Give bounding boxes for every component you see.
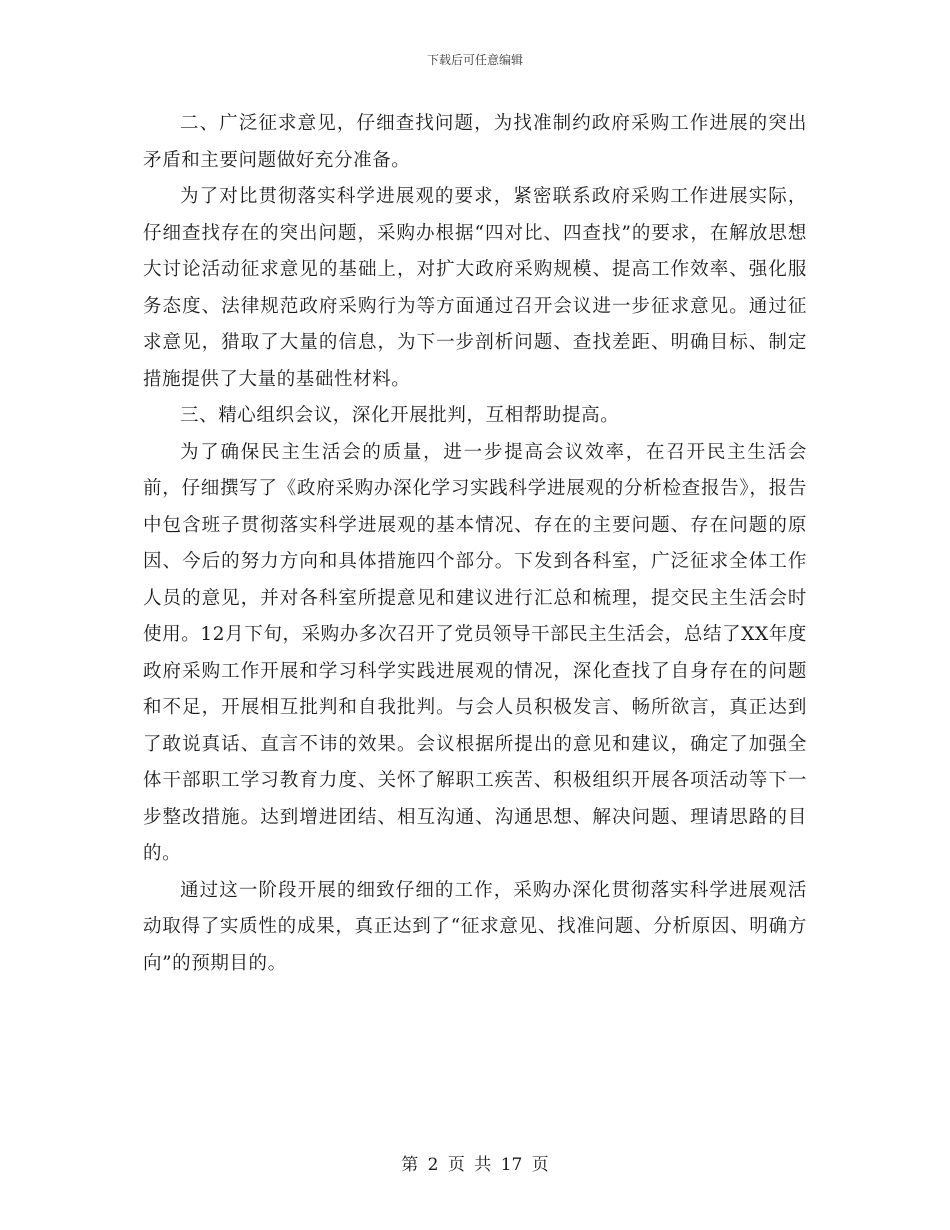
page-header-note: 下载后可任意编辑 xyxy=(426,53,523,67)
paragraph-conclusion: 通过这一阶段开展的细致仔细的工作，采购办深化贯彻落实科学进展观活动取得了实质性的成果，真正达到了“征求意见、找准问题、分析原因、明确方向”的预期目的。 xyxy=(143,879,807,974)
paragraph-democratic-meeting: 为了确保民主生活会的质量，进一步提高会议效率，在召开民主生活会前，仔细撰写了《政府采购办深化学习实践科学进展观的分析检查报告》，报告中包含班子贯彻落实科学进展观的基本情况、存在的主要问题、存在问题的原因、今后的努力方向和具体措施四个部分。下发到各科室，广泛征求全体工作人员的意见，并对各科室所提意见和建议进行汇总和梳理，提交民主生活会时使用。12月下旬，采购办多次召开了党员领导干部民主生活会，总结了XX年度政府采购工作开展和学习科学实践进展观的情况，深化查找了自身存在的问题和不足，开展相互批判和自我批判。与会人员积极发言、畅所欲言，真正达到了敢说真话、直言不讳的效果。会议根据所提出的意见和建议，确定了加强全体干部职工学习教育力度、关怀了解职工疾苦、积极组织开展各项活动等下一步整改措施。达到增进团结、相互沟通、沟通思想、解决问题、理请思路的目的。 xyxy=(143,441,807,864)
heading-section-three: 三、精心组织会议，深化开展批判，互相帮助提高。 xyxy=(180,405,620,426)
document-body xyxy=(143,106,807,982)
page-number: 第 2 页 共 17 页 xyxy=(401,1155,549,1175)
heading-section-two: 二、广泛征求意见，仔细查找问题，为找准制约政府采购工作进展的突出矛盾和主要问题做好充分准备。 xyxy=(143,113,807,171)
paragraph-solicit-opinions: 为了对比贯彻落实科学进展观的要求，紧密联系政府采购工作进展实际，仔细查找存在的突出问题，采购办根据“四对比、四查找”的要求，在解放思想大讨论活动征求意见的基础上，对扩大政府采购规模、提高工作效率、强化服务态度、法律规范政府采购行为等方面通过召开会议进一步征求意见。通过征求意见，猎取了大量的信息，为下一步剖析问题、查找差距、明确目标、制定措施提供了大量的基础性材料。 xyxy=(143,186,807,390)
